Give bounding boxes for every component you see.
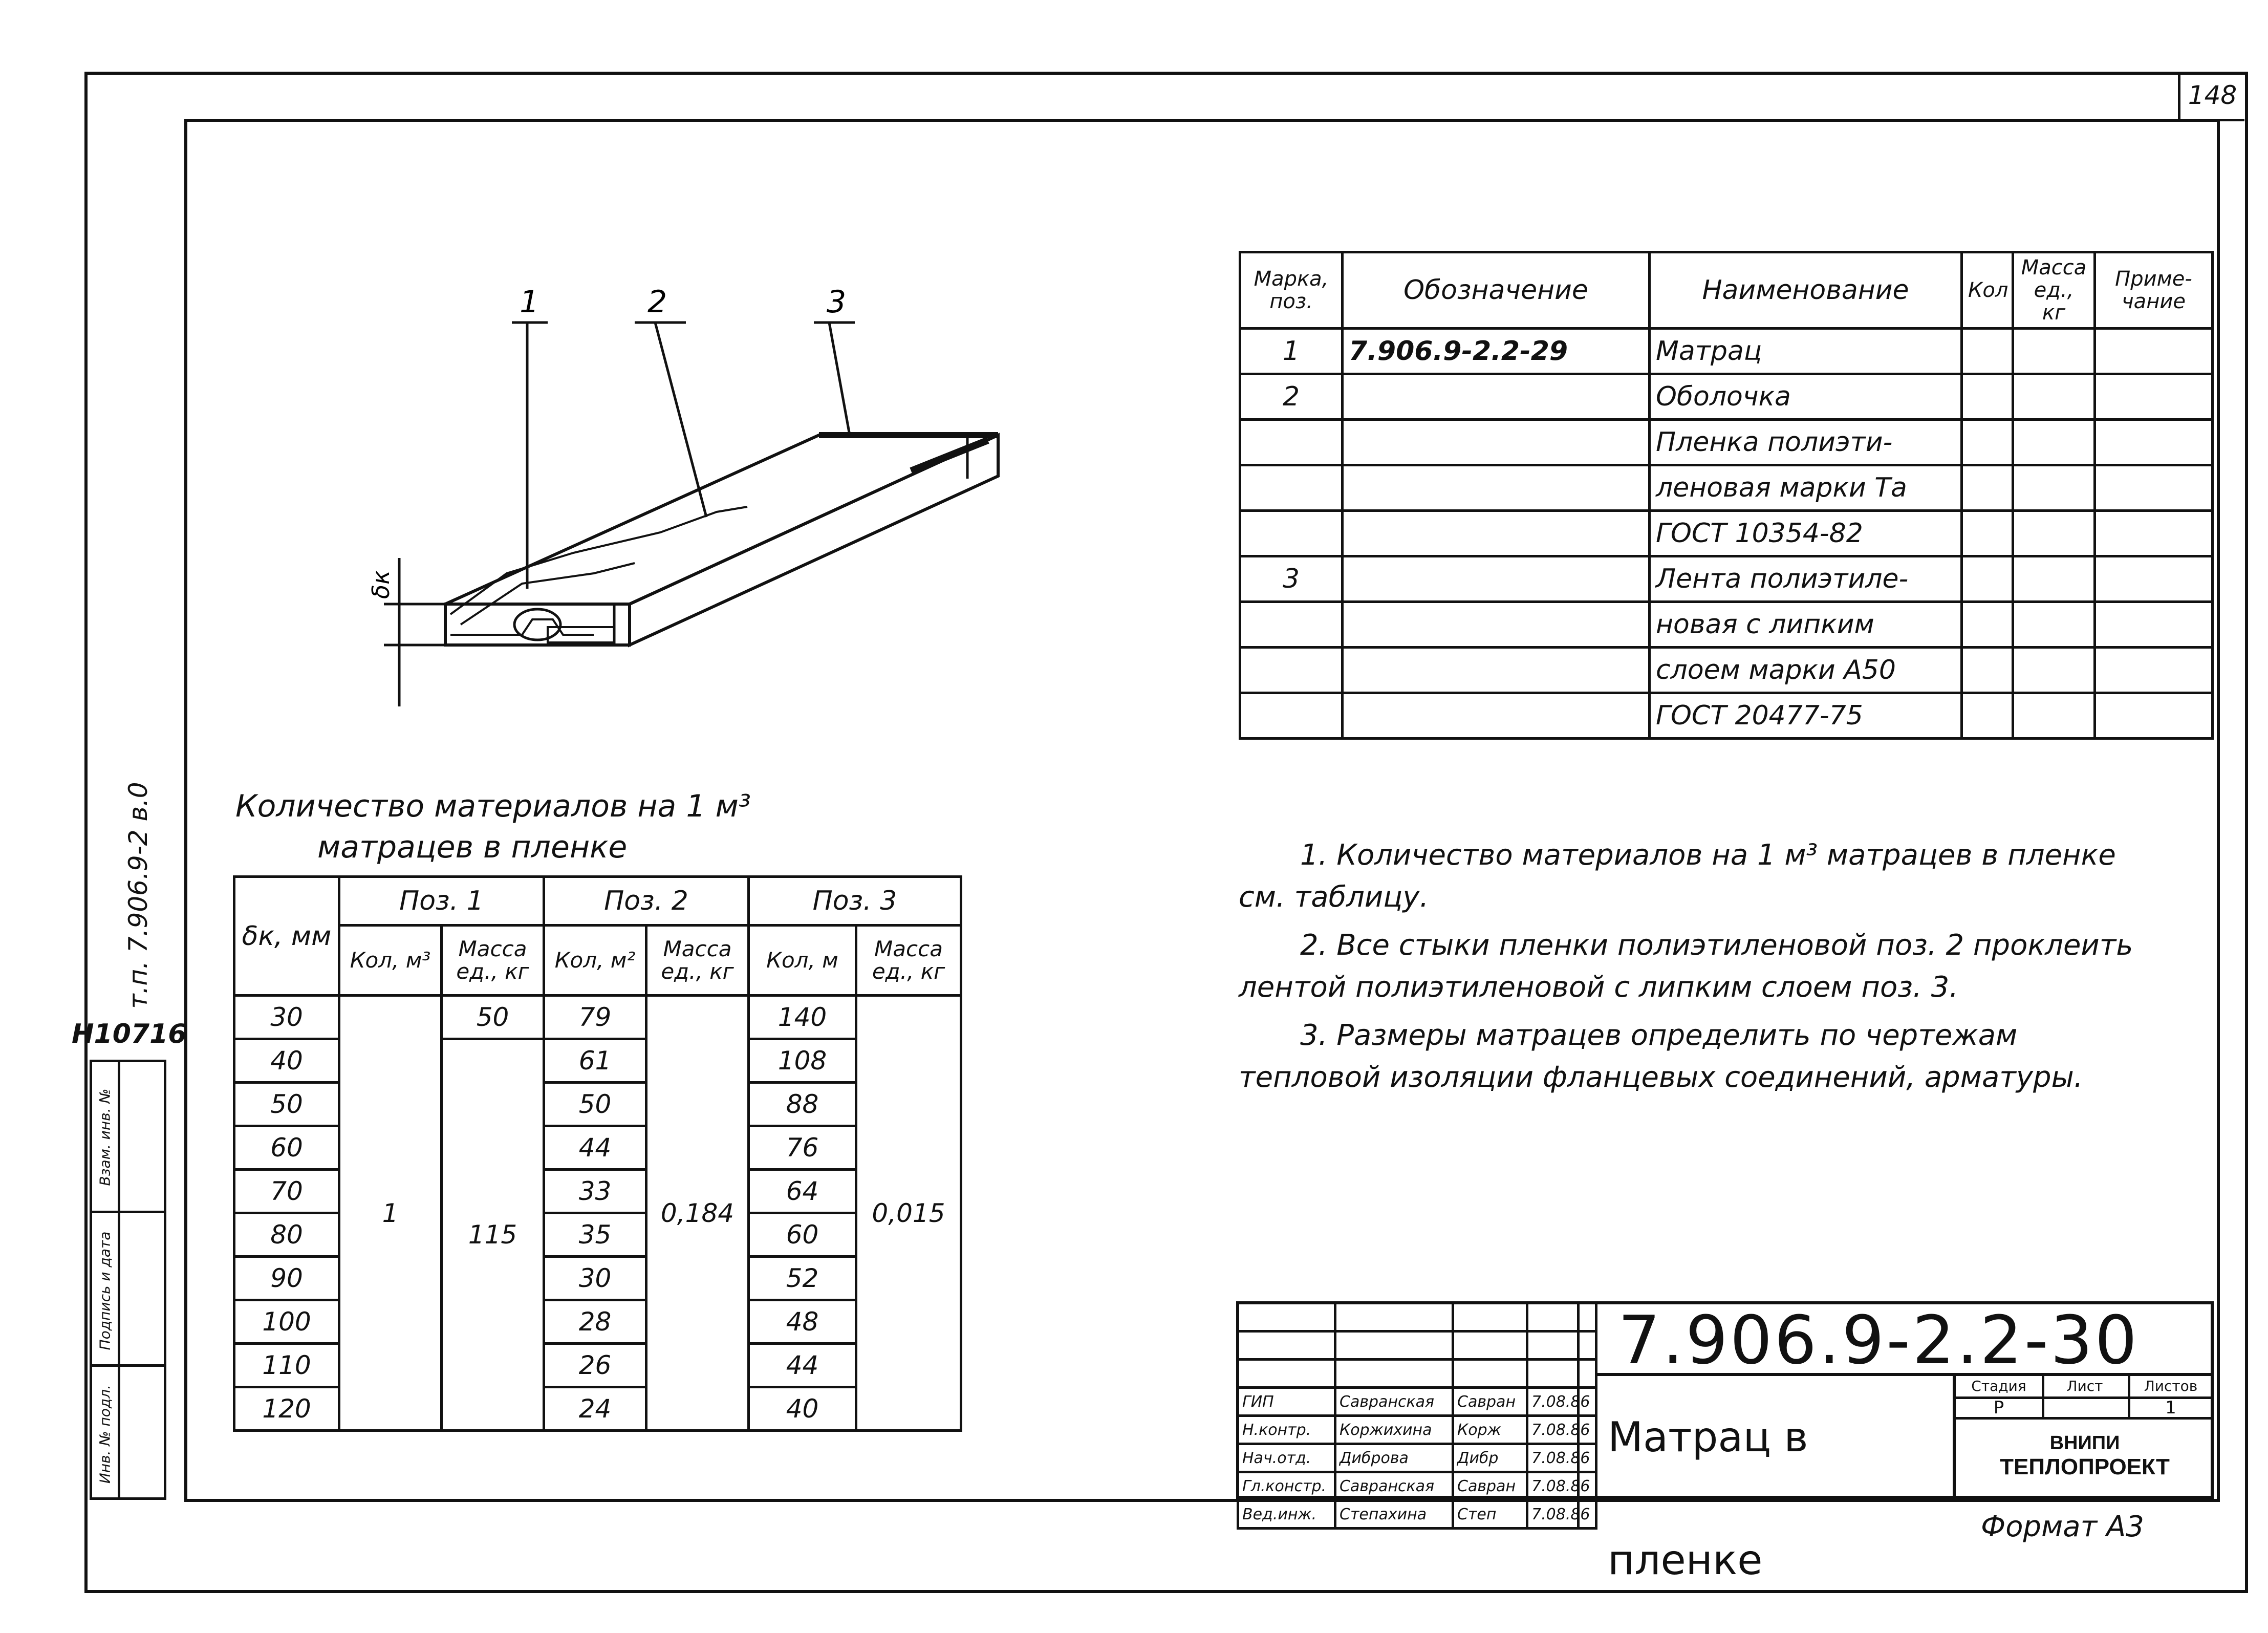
table-row: [1240, 374, 2213, 420]
spec-pos: [1240, 420, 1343, 465]
spec-pos: 2: [1240, 374, 1343, 420]
note-1: 1. Количество материалов на 1 м³ матрацев в пленке см. таблицу.: [1239, 839, 2116, 914]
qty-length: 60: [749, 1213, 856, 1257]
qty-group-row: [234, 877, 961, 926]
spec-designation: [1343, 556, 1650, 602]
thickness-label: δк: [367, 570, 395, 599]
spec-name: ГОСТ 20477-75: [1650, 693, 1962, 739]
qty-thickness: 40: [234, 1039, 339, 1083]
staff-date: 7.08.86: [1527, 1388, 1579, 1416]
organization: [1956, 1417, 2214, 1499]
side-stamp-col-2: Подпись и дата: [96, 1231, 114, 1350]
qty-area: 30: [544, 1257, 646, 1300]
qty-length: 40: [749, 1387, 856, 1431]
table-row: [1240, 648, 2213, 693]
qty-poz1-mass-rest: 115: [442, 1039, 544, 1431]
spec-designation: [1343, 693, 1650, 739]
qty-thickness: 100: [234, 1300, 339, 1344]
note-2: 2. Все стыки пленки полиэтиленовой поз. 2 проклеить лентой полиэтиленовой с липким слоем поз. 3.: [1239, 929, 2133, 1004]
staff-signature: Степ: [1453, 1500, 1527, 1529]
organization-line2: ТЕПЛОПРОЕКТ: [2000, 1454, 2170, 1479]
staff-name: Коржихина: [1335, 1416, 1453, 1444]
qty-thickness: 80: [234, 1213, 339, 1257]
qty-poz2-mass: 0,184: [646, 996, 749, 1431]
sheets-value: 1: [2165, 1398, 2176, 1418]
organization-line1: ВНИПИ: [2049, 1432, 2120, 1454]
spec-name: Лента полиэтиле-: [1650, 556, 1962, 602]
notes: [1239, 834, 2160, 1099]
qty-sub-4: Масса ед., кг: [646, 926, 749, 996]
qty-sub-5: Кол, м: [749, 926, 856, 996]
qty-length: 52: [749, 1257, 856, 1300]
qty-group-poz3: Поз. 3: [749, 877, 961, 926]
spec-header-row: [1240, 252, 2213, 329]
spec-header-mass: Масса ед., кг: [2013, 252, 2095, 329]
qty-length: 64: [749, 1170, 856, 1213]
qty-area: 26: [544, 1344, 646, 1387]
stage-header: Стадия: [1971, 1378, 2026, 1394]
spec-pos: [1240, 602, 1343, 648]
spec-designation: [1343, 511, 1650, 556]
qty-length: 140: [749, 996, 856, 1039]
staff-signature: Дибр: [1453, 1444, 1527, 1472]
spec-name: Оболочка: [1650, 374, 1962, 420]
spec-pos: [1240, 648, 1343, 693]
table-row: [1238, 1444, 1596, 1472]
spec-name: слоем марки А50: [1650, 648, 1962, 693]
qty-subheader-row: [234, 926, 961, 996]
sheets-header: Листов: [2144, 1378, 2198, 1394]
spec-name: Матрац: [1650, 329, 1962, 374]
staff-table: [1237, 1302, 1597, 1530]
document-code: 7.906.9-2.2-30: [1597, 1304, 2214, 1376]
qty-area: 50: [544, 1083, 646, 1126]
qty-length: 76: [749, 1126, 856, 1170]
table-row: [1238, 1500, 1596, 1529]
table-row: [1240, 556, 2213, 602]
spec-name: леновая марки Та: [1650, 465, 1962, 511]
table-row: [1238, 1472, 1596, 1500]
page-number-box: [2178, 72, 2244, 121]
side-stamp-col-1: Взам. инв. №: [96, 1088, 114, 1186]
qty-area: 44: [544, 1126, 646, 1170]
qty-poz1-mass-first: 50: [442, 996, 544, 1039]
spec-header-qty: Кол: [1962, 252, 2013, 329]
qty-length: 88: [749, 1083, 856, 1126]
qty-poz1-qty: 1: [339, 996, 442, 1431]
qty-area: 24: [544, 1387, 646, 1431]
qty-group-poz1: Поз. 1: [339, 877, 544, 926]
qty-thickness: 70: [234, 1170, 339, 1213]
qty-title-line1: Количество материалов на 1 м³: [235, 788, 751, 824]
spec-designation: [1343, 420, 1650, 465]
qty-thickness: 60: [234, 1126, 339, 1170]
staff-date: 7.08.86: [1527, 1500, 1579, 1529]
qty-sub-3: Кол, м²: [544, 926, 646, 996]
spec-header-name: Наименование: [1650, 252, 1962, 329]
side-stamp-col-3: Инв. № подл.: [96, 1384, 114, 1484]
staff-role: Гл.констр.: [1238, 1472, 1335, 1500]
mattress-drawing: [307, 266, 1049, 727]
qty-sub-6: Масса ед., кг: [856, 926, 961, 996]
inventory-number: Н10716: [72, 1019, 187, 1049]
qty-area: 61: [544, 1039, 646, 1083]
table-row: [1240, 420, 2213, 465]
staff-name: Савранская: [1335, 1472, 1453, 1500]
spec-header-designation: Обозначение: [1343, 252, 1650, 329]
staff-role: Вед.инж.: [1238, 1500, 1335, 1529]
qty-thickness: 30: [234, 996, 339, 1039]
table-row: [1240, 511, 2213, 556]
side-stamp: [90, 1060, 166, 1500]
qty-length: 108: [749, 1039, 856, 1083]
qty-title-line2: матрацев в пленке: [317, 829, 628, 865]
sheet-header: Лист: [2066, 1378, 2103, 1394]
staff-name: Диброва: [1335, 1444, 1453, 1472]
staff-name: Савранская: [1335, 1388, 1453, 1416]
qty-sub-2: Масса ед., кг: [442, 926, 544, 996]
qty-area: 33: [544, 1170, 646, 1213]
staff-role: ГИП: [1238, 1388, 1335, 1416]
side-designation: т.п. 7.906.9-2 в.0: [123, 782, 153, 1009]
staff-signature: Савран: [1453, 1472, 1527, 1500]
spec-designation: [1343, 465, 1650, 511]
qty-length: 48: [749, 1300, 856, 1344]
callout-3: 3: [827, 284, 847, 320]
spec-table: [1239, 251, 2214, 740]
qty-sub-1: Кол, м³: [339, 926, 442, 996]
staff-signature: Савран: [1453, 1388, 1527, 1416]
spec-pos: [1240, 693, 1343, 739]
spec-name: новая с липким: [1650, 602, 1962, 648]
staff-date: 7.08.86: [1527, 1444, 1579, 1472]
table-row: [1238, 1416, 1596, 1444]
qty-thickness: 120: [234, 1387, 339, 1431]
page-number: 148: [2188, 80, 2237, 110]
qty-thickness: 110: [234, 1344, 339, 1387]
spec-pos: [1240, 465, 1343, 511]
qty-area: 28: [544, 1300, 646, 1344]
stage-value: Р: [1993, 1398, 2004, 1418]
table-row: [1238, 1388, 1596, 1416]
qty-group-poz2: Поз. 2: [544, 877, 749, 926]
table-row: [234, 996, 961, 1039]
spec-name: ГОСТ 10354-82: [1650, 511, 1962, 556]
qty-area: 79: [544, 996, 646, 1039]
document-title: Матрац в пленке: [1597, 1376, 1956, 1499]
spec-designation: [1343, 602, 1650, 648]
staff-role: Н.контр.: [1238, 1416, 1335, 1444]
staff-signature: Корж: [1453, 1416, 1527, 1444]
callout-2: 2: [647, 284, 667, 320]
staff-date: 7.08.86: [1527, 1472, 1579, 1500]
quantity-table: [233, 875, 962, 1432]
spec-pos: [1240, 511, 1343, 556]
spec-name: Пленка полиэти-: [1650, 420, 1962, 465]
qty-length: 44: [749, 1344, 856, 1387]
qty-thickness: 90: [234, 1257, 339, 1300]
table-row: [1240, 693, 2213, 739]
stage-box: [1956, 1376, 2214, 1420]
spec-header-note: Приме- чание: [2095, 252, 2213, 329]
qty-header-thickness: δк, мм: [234, 877, 339, 996]
table-row: [1240, 465, 2213, 511]
spec-header-pos: Марка, поз.: [1240, 252, 1343, 329]
spec-designation: [1343, 648, 1650, 693]
note-3: 3. Размеры матрацев определить по чертежам тепловой изоляции фланцевых соединений, арматуры.: [1239, 1019, 2083, 1094]
qty-thickness: 50: [234, 1083, 339, 1126]
spec-designation: 7.906.9-2.2-29: [1343, 329, 1650, 374]
qty-area: 35: [544, 1213, 646, 1257]
spec-designation: [1343, 374, 1650, 420]
table-row: [1240, 602, 2213, 648]
spec-pos: 1: [1240, 329, 1343, 374]
staff-date: 7.08.86: [1527, 1416, 1579, 1444]
format-label: Формат А3: [1981, 1510, 2144, 1543]
table-row: [1240, 329, 2213, 374]
spec-pos: 3: [1240, 556, 1343, 602]
qty-poz3-mass: 0,015: [856, 996, 961, 1431]
callout-1: 1: [520, 284, 539, 320]
staff-name: Степахина: [1335, 1500, 1453, 1529]
staff-role: Нач.отд.: [1238, 1444, 1335, 1472]
